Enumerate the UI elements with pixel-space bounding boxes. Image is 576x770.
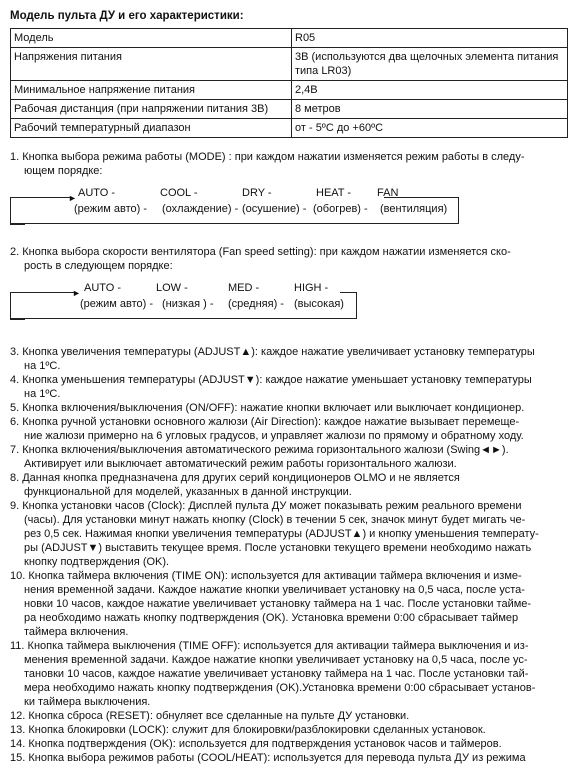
item-line: 6. Кнопка ручной установки основного жалюзи (Air Direction): каждое нажатие вызывает перемеще- <box>10 416 520 428</box>
flow-frame-right <box>356 292 357 318</box>
list-item <box>10 345 566 373</box>
fan-auto: AUTO - <box>84 282 122 294</box>
fan-sequence-diagram <box>10 280 566 324</box>
item-line: 7. Кнопка включения/выключения автоматического режима горизонтального жалюзи (Swing◄►). <box>10 444 509 456</box>
mode-dry-desc: (осушение) - <box>242 203 307 215</box>
list-item <box>10 569 566 639</box>
item-line: (часы). Для установки минут нажать кнопку (Clock) в течении 5 сек, значок минут будет мигать че- <box>24 514 526 526</box>
flow-arrow-line <box>10 197 72 198</box>
section-title: Модель пульта ДУ и его характеристики: <box>10 10 244 22</box>
item-line: новки 10 часов, каждое нажатие увеличивает установку таймера на 1 час. После установки тайме- <box>24 598 532 610</box>
item-line: ра необходимо нажать кнопку подтверждения (OK). Установка времени 0:00 сбрасывает таймер <box>24 612 519 624</box>
fan-high: HIGH - <box>294 282 329 294</box>
arrow-right-icon: ► <box>68 193 77 203</box>
list-item <box>10 443 566 471</box>
list-item <box>10 709 566 723</box>
item-line: 11. Кнопка таймера выключения (TIME OFF): используется для активации таймера выключения и из- <box>10 640 529 652</box>
item-line: 8. Данная кнопка предназначена для других серий кондиционеров OLMO и не является <box>10 472 460 484</box>
flow-return-line <box>10 318 357 319</box>
mode-fan: FAN <box>377 187 399 199</box>
fan-low-desc: (низкая ) - <box>162 298 214 310</box>
table-row <box>11 100 568 119</box>
list-item <box>10 737 566 751</box>
spec-value: от - 5ºС до +60ºС <box>292 119 568 138</box>
item-line: тановки 10 часов, каждое нажатие увеличивает установку таймера на 1 час. После установки тай- <box>24 668 529 680</box>
item-line: менения временной задачи. Каждое нажатие кнопки увеличивает установку на 0,5 часа, после ус- <box>24 654 528 666</box>
item-line: рость в следующем порядке: <box>24 260 173 272</box>
spec-table <box>10 28 568 138</box>
fan-auto-desc: (режим авто) - <box>80 298 154 310</box>
flow-frame-right <box>458 197 459 223</box>
item-line: ющем порядке: <box>24 165 103 177</box>
item-line: нения временной задачи. Каждое нажатие кнопки увеличивает установку на 0,5 часа, после уста- <box>24 584 525 596</box>
item-line: 10. Кнопка таймера включения (TIME ON): используется для активации таймера включения и изме- <box>10 570 522 582</box>
item-mode <box>10 150 566 178</box>
item-line: ние жалюзи примерно на 6 угловых градусов, и управляет жалюзи по прямому и обратному ходу. <box>24 430 524 442</box>
table-row <box>11 29 568 48</box>
fan-med: MED - <box>228 282 260 294</box>
item-line: 12. Кнопка сброса (RESET): обнуляет все сделанные на пульте ДУ установки. <box>10 710 410 722</box>
mode-cool: COOL - <box>160 187 198 199</box>
item-line: 14. Кнопка подтверждения (OK): используется для подтверждения установок часов и таймеров. <box>10 738 502 750</box>
list-item <box>10 751 566 765</box>
list-item <box>10 415 566 443</box>
button-descriptions <box>10 345 566 765</box>
item-line: 5. Кнопка включения/выключения (ON/OFF): нажатие кнопки включает или выключает кондиционер. <box>10 402 525 414</box>
item-line: Активирует или выключает автоматический режим работы горизонтального жалюзи. <box>24 458 457 470</box>
fan-high-desc: (высокая) <box>294 298 344 310</box>
spec-label: Рабочий температурный диапазон <box>11 119 292 138</box>
list-item <box>10 499 566 569</box>
item-line: 3. Кнопка увеличения температуры (ADJUST▲): каждое нажатие увеличивает установку температуры <box>10 346 535 358</box>
item-line: рез 0,5 сек. Нажимая кнопки увеличения температуры (ADJUST▲) и кнопку уменьшения температу- <box>24 528 539 540</box>
item-line: 15. Кнопка выбора режимов работы (COOL/HEAT): используется для перевода пульта ДУ из режима <box>10 752 526 764</box>
item-line: 9. Кнопка установки часов (Clock): Дисплей пульта ДУ может показывать режим реального времени <box>10 500 522 512</box>
mode-cool-desc: (охлаждение) - <box>162 203 239 215</box>
item-line: 4. Кнопка уменьшения температуры (ADJUST▼): каждое нажатие уменьшает установку температуры <box>10 374 532 386</box>
spec-label: Минимальное напряжение питания <box>11 81 292 100</box>
item-line: 13. Кнопка блокировки (LOCK): служит для блокировки/разблокировки сделанных установок. <box>10 724 486 736</box>
list-item <box>10 373 566 401</box>
item-line: кнопку подтверждения (OK). <box>24 556 170 568</box>
mode-sequence-diagram <box>10 185 566 229</box>
fan-low: LOW - <box>156 282 188 294</box>
spec-value: 2,4В <box>292 81 568 100</box>
spec-value: R05 <box>292 29 568 48</box>
spec-value: 3В (используются два щелочных элемента питания типа LR03) <box>292 48 568 81</box>
item-line: на 1ºС. <box>24 388 61 400</box>
list-item <box>10 639 566 709</box>
table-row <box>11 48 568 81</box>
mode-auto: AUTO - <box>78 187 116 199</box>
list-item <box>10 723 566 737</box>
mode-fan-desc: (вентиляция) <box>380 203 448 215</box>
item-line: мера необходимо нажать кнопку подтверждения (OK).Установка времени 0:00 сбрасывает установ- <box>24 682 536 694</box>
item-line: ки таймера выключения. <box>24 696 151 708</box>
item-line: 2. Кнопка выбора скорости вентилятора (Fan speed setting): при каждом нажатии изменяется ско- <box>10 246 511 258</box>
mode-auto-desc: (режим авто) - <box>74 203 148 215</box>
item-line: таймера включения. <box>24 626 129 638</box>
spec-label: Рабочая дистанция (при напряжении питания 3В) <box>11 100 292 119</box>
flow-arrow-line <box>10 292 76 293</box>
fan-med-desc: (средняя) - <box>228 298 284 310</box>
mode-heat: HEAT - <box>316 187 352 199</box>
flow-end-line <box>340 292 357 293</box>
arrow-right-icon: ► <box>72 288 81 298</box>
item-fan-speed <box>10 245 566 273</box>
item-line: функциональной для моделей, указанных в данной инструкции. <box>24 486 352 498</box>
flow-return-line <box>10 223 459 224</box>
item-line: ры (ADJUST▼) выставить текущее время. После установки текущего времени необходимо нажать <box>24 542 532 554</box>
list-item <box>10 401 566 415</box>
mode-dry: DRY - <box>242 187 272 199</box>
spec-label: Модель <box>11 29 292 48</box>
table-row <box>11 119 568 138</box>
spec-value: 8 метров <box>292 100 568 119</box>
item-line: на 1ºС. <box>24 360 61 372</box>
flow-frame <box>10 197 25 225</box>
table-row <box>11 81 568 100</box>
flow-frame <box>10 292 25 320</box>
item-line: 1. Кнопка выбора режима работы (MODE) : при каждом нажатии изменяется режим работы в следу- <box>10 151 525 163</box>
list-item <box>10 471 566 499</box>
spec-label: Напряжения питания <box>11 48 292 81</box>
mode-heat-desc: (обогрев) - <box>313 203 368 215</box>
